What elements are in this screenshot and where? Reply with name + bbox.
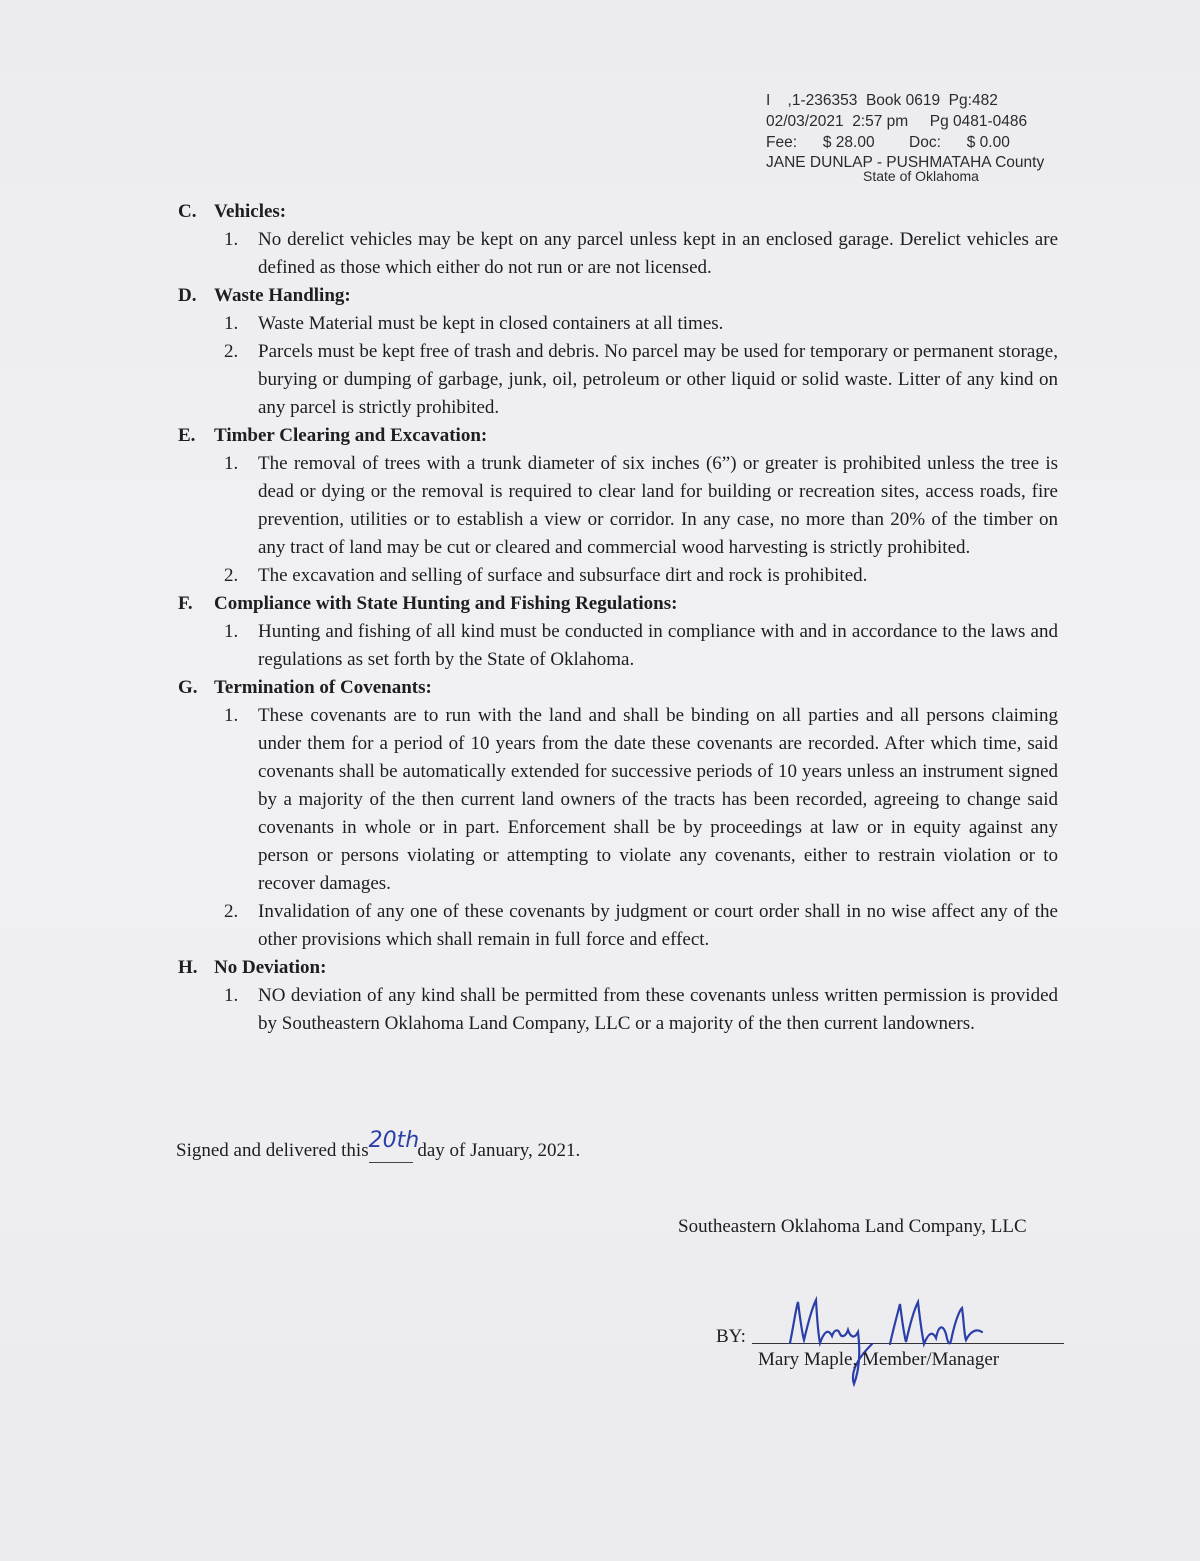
item-text: The excavation and selling of surface and subsurface dirt and rock is prohibited. bbox=[258, 565, 868, 586]
list-item bbox=[224, 982, 1058, 1038]
stamp-line-date: 02/03/2021 2:57 pm Pg 0481-0486 bbox=[766, 113, 1028, 130]
section-title: Vehicles: bbox=[214, 201, 287, 222]
item-number: 1. bbox=[224, 705, 239, 726]
section-hunting-fishing bbox=[178, 590, 1058, 674]
item-text: These covenants are to run with the land and shall be binding on all parties and all persons claiming under them for a period of 10 years from the date these covenants are recorded. After which time, said covenants shall be automatically extended for successive periods of 10 years unless an instrument signed by a majority of the then current land owners of the tracts has been recorded, agreeing to change said covenants in whole or in part. Enforcement shall be by proceedings at law or in equity against any person or persons violating or attempting to violate any covenants, either to restrain violation or to recover damages. bbox=[258, 705, 1058, 894]
section-title: Compliance with State Hunting and Fishing Regulations: bbox=[214, 593, 678, 614]
recording-stamp bbox=[766, 90, 1066, 182]
handwritten-signature bbox=[780, 1288, 1010, 1388]
list-item bbox=[224, 562, 1058, 590]
item-number: 1. bbox=[224, 621, 239, 642]
section-letter: G. bbox=[178, 677, 198, 698]
item-number: 2. bbox=[224, 341, 239, 362]
section-timber-clearing bbox=[178, 422, 1058, 590]
section-letter: D. bbox=[178, 285, 197, 306]
item-number: 1. bbox=[224, 453, 239, 474]
signing-prefix: Signed and delivered this bbox=[176, 1140, 369, 1161]
signing-statement bbox=[176, 1128, 581, 1163]
section-heading bbox=[178, 198, 1058, 226]
signer-name: Mary Maple, Member/Manager bbox=[758, 1349, 1000, 1370]
stamp-line-fee: Fee: $ 28.00 Doc: $ 0.00 bbox=[766, 134, 1010, 151]
by-label: BY: bbox=[716, 1326, 746, 1347]
list-item bbox=[224, 898, 1058, 954]
section-letter: C. bbox=[178, 201, 197, 222]
section-letter: H. bbox=[178, 957, 198, 978]
section-heading bbox=[178, 422, 1058, 450]
section-title: Termination of Covenants: bbox=[214, 677, 432, 698]
list-item bbox=[224, 310, 1058, 338]
section-termination bbox=[178, 674, 1058, 954]
section-title: No Deviation: bbox=[214, 957, 327, 978]
list-item bbox=[224, 226, 1058, 282]
section-waste-handling bbox=[178, 282, 1058, 422]
item-number: 2. bbox=[224, 565, 239, 586]
stamp-line-county: JANE DUNLAP - PUSHMATAHA County bbox=[766, 154, 1045, 171]
item-text: Hunting and fishing of all kind must be conducted in compliance with and in accordance to the laws and regulations as set forth by the State of Oklahoma. bbox=[258, 621, 1058, 670]
item-text: NO deviation of any kind shall be permitted from these covenants unless written permission is provided by Southeastern Oklahoma Land Company, LLC or a majority of the then current landowners. bbox=[258, 985, 1058, 1034]
stamp-line-instrument: I ,1-236353 Book 0619 Pg:482 bbox=[766, 92, 998, 109]
signing-suffix: day of January, 2021. bbox=[417, 1140, 581, 1161]
item-number: 2. bbox=[224, 901, 239, 922]
handwritten-day: 20th bbox=[368, 1128, 420, 1153]
section-letter: F. bbox=[178, 593, 193, 614]
day-blank bbox=[368, 1128, 420, 1163]
item-text: Waste Material must be kept in closed containers at all times. bbox=[258, 313, 724, 334]
section-letter: E. bbox=[178, 425, 196, 446]
covenants-body bbox=[178, 198, 1058, 1038]
item-number: 1. bbox=[224, 313, 239, 334]
section-heading bbox=[178, 282, 1058, 310]
company-name: Southeastern Oklahoma Land Company, LLC bbox=[678, 1216, 1027, 1237]
list-item bbox=[224, 338, 1058, 422]
section-vehicles bbox=[178, 198, 1058, 282]
section-heading bbox=[178, 674, 1058, 702]
section-title: Timber Clearing and Excavation: bbox=[214, 425, 488, 446]
list-item bbox=[224, 618, 1058, 674]
item-number: 1. bbox=[224, 229, 239, 250]
list-item bbox=[224, 702, 1058, 898]
item-number: 1. bbox=[224, 985, 239, 1006]
section-heading bbox=[178, 590, 1058, 618]
list-item bbox=[224, 450, 1058, 562]
item-text: Invalidation of any one of these covenants by judgment or court order shall in no wise affect any of the other provisions which shall remain in full force and effect. bbox=[258, 901, 1058, 950]
section-no-deviation bbox=[178, 954, 1058, 1038]
stamp-line-state: State of Oklahoma bbox=[863, 168, 979, 184]
item-text: The removal of trees with a trunk diameter of six inches (6”) or greater is prohibited unless the tree is dead or dying or the removal is required to clear land for building or recreation sites, access roads, fire prevention, utilities or to establish a view or corridor. In any case, no more than 20% of the timber on any tract of land may be cut or cleared and commercial wood harvesting is strictly prohibited. bbox=[258, 453, 1058, 558]
section-heading bbox=[178, 954, 1058, 982]
item-text: No derelict vehicles may be kept on any parcel unless kept in an enclosed garage. Derelict vehicles are defined as those which either do not run or are not licensed. bbox=[258, 229, 1058, 278]
item-text: Parcels must be kept free of trash and debris. No parcel may be used for temporary or permanent storage, burying or dumping of garbage, junk, oil, petroleum or other liquid or solid waste. Litter of any kind on any parcel is strictly prohibited. bbox=[258, 341, 1058, 418]
section-title: Waste Handling: bbox=[214, 285, 351, 306]
